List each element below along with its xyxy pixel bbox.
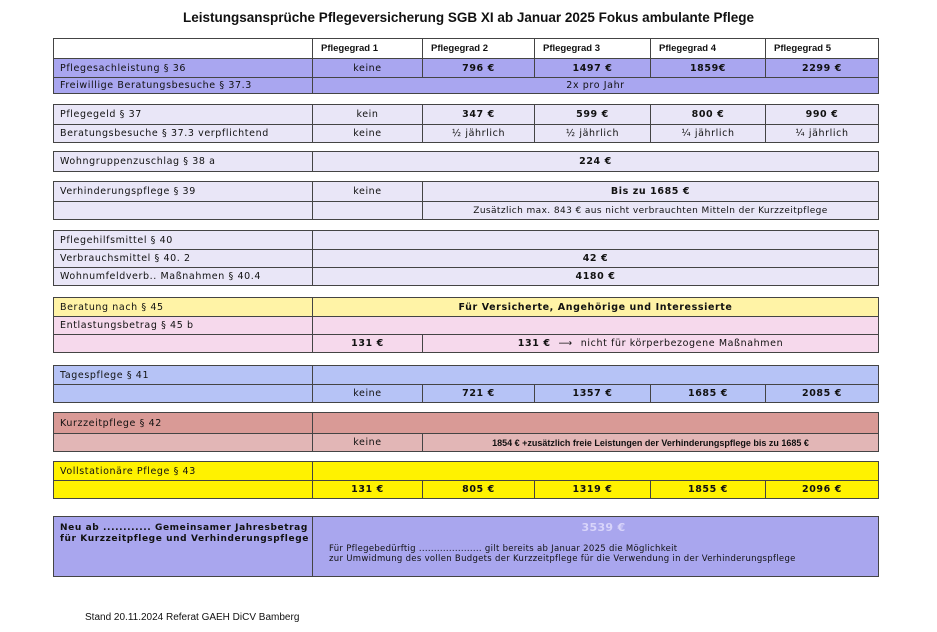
arrow-right-icon: ⟶ (558, 338, 573, 349)
verhinderung-extra: Zusätzlich max. 843 € aus nicht verbrauchten Mitteln der Kurzzeitpflege (422, 202, 878, 219)
table-row (54, 433, 878, 451)
vollstationaer-empty (312, 462, 878, 480)
block-hilfsmittel (53, 230, 879, 286)
jahresbetrag-amount: 3539 € (581, 521, 626, 534)
table-row (54, 77, 878, 93)
beratung-pflicht-pg3: ½ jährlich (534, 125, 650, 142)
sachleistung-pg1: keine (312, 59, 422, 77)
table-row (54, 231, 878, 249)
header-pg4: Pflegegrad 4 (650, 39, 765, 58)
kurzzeit-label: Kurzzeitpflege § 42 (60, 417, 162, 429)
block-pflegegeld (53, 104, 879, 143)
block-jahresbetrag (53, 516, 879, 577)
tagespflege-pg4: 1685 € (650, 385, 765, 402)
header-pg2: Pflegegrad 2 (422, 39, 534, 58)
tagespflege-pg1: keine (312, 385, 422, 402)
table-row (54, 267, 878, 285)
beratung-freiwillig-label: Freiwillige Beratungsbesuche § 37.3 (60, 80, 252, 91)
table-row (54, 152, 878, 171)
sachleistung-pg2: 796 € (422, 59, 534, 77)
jahresbetrag-text2: zur Umwidmung des vollen Budgets der Kurzzeitpflege für die Verwendung in der Verhinderungspflege (329, 554, 796, 564)
header-label-cell (54, 39, 312, 58)
table-row (54, 249, 878, 267)
beratung45-value: Für Versicherte, Angehörige und Interessierte (312, 298, 878, 316)
table-row (54, 124, 878, 142)
tagespflege-empty (312, 366, 878, 384)
pflegegeld-pg4: 800 € (650, 105, 765, 124)
block-sachleistung (53, 38, 879, 94)
entlastung-pg1: 131 € (312, 335, 422, 352)
header-row (54, 39, 878, 58)
vollstationaer-pg3: 1319 € (534, 481, 650, 498)
vollstationaer-label: Vollstationäre Pflege § 43 (60, 465, 196, 477)
page-title: Leistungsansprüche Pflegeversicherung SGB XI ab Januar 2025 Fokus ambulante Pflege (183, 10, 754, 25)
tagespflege-label: Tagespflege § 41 (60, 369, 150, 381)
vollstationaer-pg4: 1855 € (650, 481, 765, 498)
hilfsmittel-label: Pflegehilfsmittel § 40 (60, 234, 173, 246)
table-row (54, 316, 878, 334)
table-row (54, 58, 878, 77)
pflegegeld-label: Pflegegeld § 37 (60, 109, 142, 120)
sachleistung-label: Pflegesachleistung § 36 (60, 62, 186, 74)
pflegegeld-pg5: 990 € (765, 105, 878, 124)
table-row (54, 201, 878, 219)
vollstationaer-pg1: 131 € (312, 481, 422, 498)
entlastung-value: 131 € (517, 338, 551, 349)
beratung-pflicht-label: Beratungsbesuche § 37.3 verpflichtend (60, 128, 269, 139)
kurzzeit-value: 1854 € +zusätzlich freie Leistungen der Verhinderungspflege bis zu 1685 € (422, 434, 878, 451)
verhinderung-label: Verhinderungspflege § 39 (60, 186, 196, 197)
block-entlastung (53, 297, 879, 353)
entlastung-empty (312, 317, 878, 334)
pflegegeld-pg1: kein (312, 105, 422, 124)
verhinderung-pg1-empty (312, 202, 422, 219)
jahresbetrag-label: Neu ab ............ Gemeinsamer Jahresbetrag für Kurzzeitpflege und Verhinderungspflege (60, 523, 309, 544)
block-wohngruppe (53, 151, 879, 172)
beratung-freiwillig-value: 2x pro Jahr (312, 78, 878, 93)
tagespflege-label-empty (54, 385, 312, 402)
table-row (54, 384, 878, 402)
table-row (54, 517, 878, 576)
jahresbetrag-content (312, 517, 878, 576)
table-row (54, 334, 878, 352)
verbrauchsmittel-value: 42 € (312, 250, 878, 267)
tagespflege-pg5: 2085 € (765, 385, 878, 402)
entlastung-note: nicht für körperbezogene Maßnahmen (580, 338, 784, 349)
kurzzeit-pg1: keine (312, 434, 422, 451)
header-pg3: Pflegegrad 3 (534, 39, 650, 58)
verhinderung-label-empty (54, 202, 312, 219)
block-kurzzeit (53, 412, 879, 452)
entlastung-label: Entlastungsbetrag § 45 b (60, 320, 194, 331)
wohnumfeld-value: 4180 € (312, 268, 878, 285)
header-pg5: Pflegegrad 5 (765, 39, 878, 58)
beratung45-label: Beratung nach § 45 (60, 301, 164, 313)
wohngruppe-label: Wohngruppenzuschlag § 38 a (60, 156, 216, 167)
beratung-pflicht-pg5: ¼ jährlich (765, 125, 878, 142)
verhinderung-pg1: keine (312, 182, 422, 201)
beratung-pflicht-pg1: keine (312, 125, 422, 142)
table-row (54, 182, 878, 201)
table-row (54, 298, 878, 316)
jahresbetrag-text1: Für Pflegebedürftig ..................... gilt bereits ab Januar 2025 die Möglichkeit (329, 544, 678, 554)
vollstationaer-label-empty (54, 481, 312, 498)
table-row (54, 105, 878, 124)
tagespflege-pg2: 721 € (422, 385, 534, 402)
block-vollstationaer (53, 461, 879, 499)
pflegegeld-pg3: 599 € (534, 105, 650, 124)
footer-note: Stand 20.11.2024 Referat GAEH DiCV Bamberg (85, 612, 300, 623)
sachleistung-pg5: 2299 € (765, 59, 878, 77)
wohngruppe-value: 224 € (312, 152, 878, 171)
table-row (54, 366, 878, 384)
vollstationaer-pg5: 2096 € (765, 481, 878, 498)
entlastung-label-empty (54, 335, 312, 352)
entlastung-value-cell (422, 335, 878, 352)
wohnumfeld-label: Wohnumfeldverb.. Maßnahmen § 40.4 (60, 271, 262, 282)
vollstationaer-pg2: 805 € (422, 481, 534, 498)
header-pg1: Pflegegrad 1 (312, 39, 422, 58)
table-row (54, 462, 878, 480)
verbrauchsmittel-label: Verbrauchsmittel § 40. 2 (60, 253, 191, 264)
block-tagespflege (53, 365, 879, 403)
block-verhinderung (53, 181, 879, 220)
tagespflege-pg3: 1357 € (534, 385, 650, 402)
pflegegeld-pg2: 347 € (422, 105, 534, 124)
kurzzeit-label-empty (54, 434, 312, 451)
sachleistung-pg4: 1859€ (650, 59, 765, 77)
verhinderung-value: Bis zu 1685 € (422, 182, 878, 201)
kurzzeit-empty (312, 413, 878, 433)
table-row (54, 413, 878, 433)
beratung-pflicht-pg2: ½ jährlich (422, 125, 534, 142)
hilfsmittel-value (312, 231, 878, 249)
sachleistung-pg3: 1497 € (534, 59, 650, 77)
table-row (54, 480, 878, 498)
beratung-pflicht-pg4: ¼ jährlich (650, 125, 765, 142)
